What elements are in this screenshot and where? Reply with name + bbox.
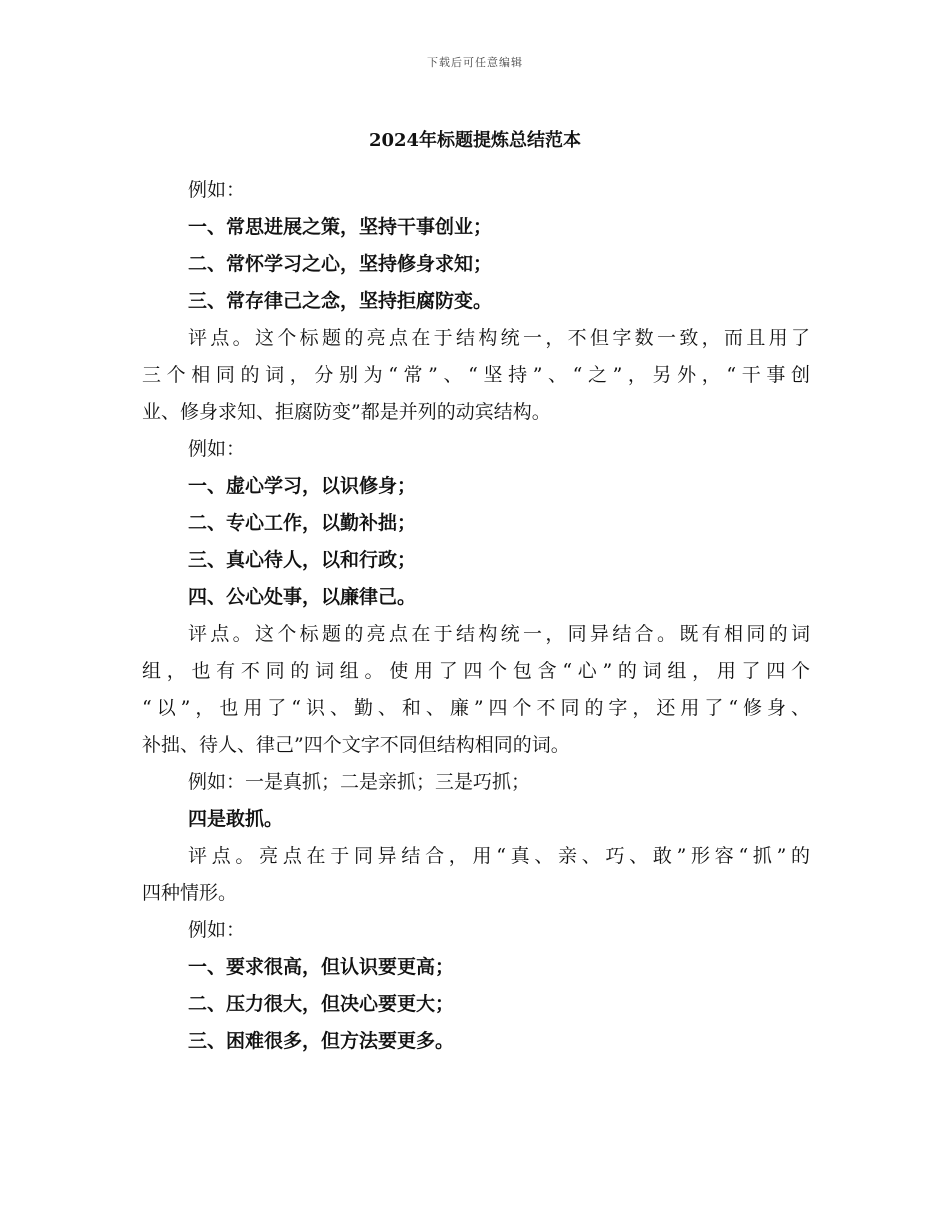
comment-line: 业、修身求知、拒腐防变”都是并列的动宾结构。 <box>142 401 551 423</box>
heading-item: 一、常思进展之策，坚持干事创业； <box>188 216 493 238</box>
comment-line: 三个相同的词，分别为“常”、“坚持”、“之”，另外，“干事创 <box>142 364 810 386</box>
document-body <box>142 172 810 1060</box>
comment-line: “以”，也用了“识、勤、和、廉”四个不同的字，还用了“修身、 <box>142 697 810 719</box>
comment-line: 评点。这个标题的亮点在于结构统一，不但字数一致，而且用了 <box>188 327 810 349</box>
heading-item: 一、要求很高，但认识要更高； <box>188 956 455 978</box>
header-note: 下载后可任意编辑 <box>427 56 523 69</box>
comment-line: 组，也有不同的词组。使用了四个包含“心”的词组，用了四个 <box>142 660 810 682</box>
heading-item: 二、压力很大，但决心要更大； <box>188 993 455 1015</box>
comment-line: 评点。亮点在于同异结合，用“真、亲、巧、敢”形容“抓”的 <box>188 845 810 867</box>
heading-item: 二、常怀学习之心，坚持修身求知； <box>188 253 493 275</box>
comment-line: 评点。这个标题的亮点在于结构统一，同异结合。既有相同的词 <box>188 623 810 645</box>
example-label: 例如： <box>188 438 246 460</box>
heading-item: 三、困难很多，但方法要更多。 <box>188 1030 455 1052</box>
heading-item: 三、常存律己之念，坚持拒腐防变。 <box>188 290 493 312</box>
example-label: 例如：一是真抓；二是亲抓；三是巧抓； <box>188 771 531 793</box>
example-label: 例如： <box>188 919 246 941</box>
comment-line: 四种情形。 <box>142 882 238 904</box>
comment-line: 补拙、待人、律己”四个文字不同但结构相同的词。 <box>142 734 570 756</box>
heading-item: 三、真心待人，以和行政； <box>188 549 417 571</box>
example-label: 例如： <box>188 179 246 201</box>
heading-item: 四是敢抓。 <box>188 808 284 830</box>
document-title: 2024年标题提炼总结范本 <box>368 130 582 151</box>
heading-item: 一、虚心学习，以识修身； <box>188 475 417 497</box>
heading-item: 四、公心处事，以廉律己。 <box>188 586 417 608</box>
heading-item: 二、专心工作，以勤补拙； <box>188 512 417 534</box>
